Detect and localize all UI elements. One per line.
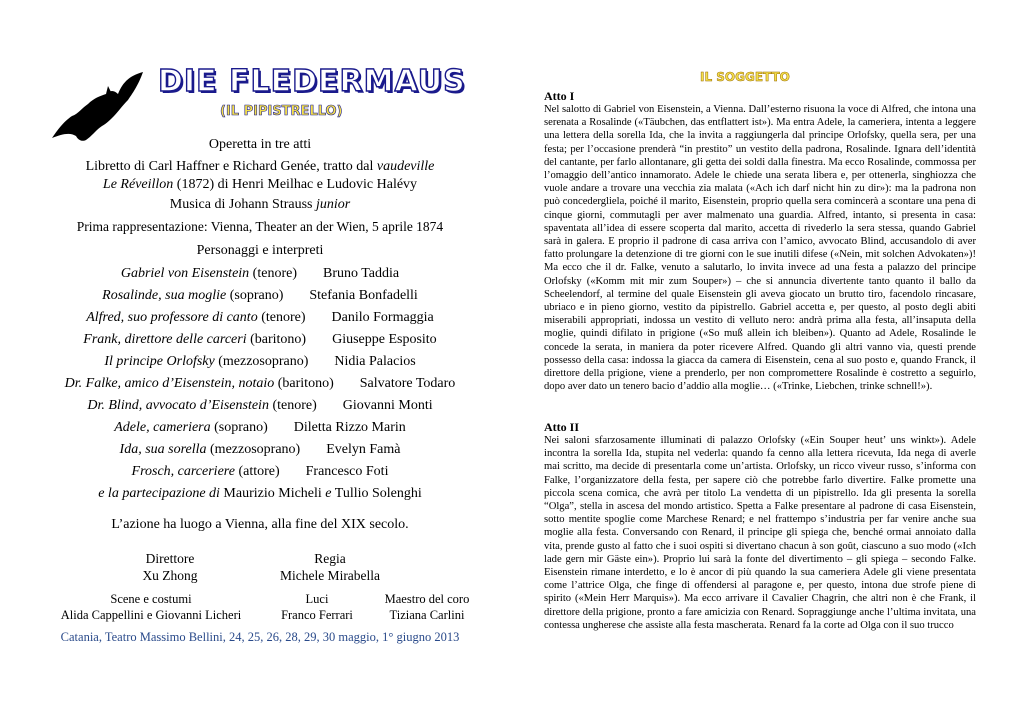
operetta-line: Operetta in tre atti: [208, 137, 312, 152]
cast-row: Adele, cameriera (soprano) Diletta Rizzo Marin: [114, 420, 406, 435]
cast-row: Dr. Falke, amico d’Eisenstein, notaio (baritono) Salvatore Todaro: [64, 376, 456, 391]
cast-row: Gabriel von Eisenstein (tenore) Bruno Taddia: [120, 266, 400, 281]
cast-row: Frank, direttore delle carceri (baritono) Giuseppe Esposito: [83, 332, 437, 347]
credit-coro: Maestro del coro Tiziana Carlini: [384, 592, 470, 622]
credit-regia: Regia Michele Mirabella: [279, 551, 381, 583]
cast-row: Ida, sua sorella (mezzosoprano) Evelyn Famà: [119, 442, 401, 457]
cast-row: Alfred, suo professore di canto (tenore) Danilo Formaggia: [86, 310, 434, 325]
credit-scene: Scene e costumi Alida Cappellini e Giovanni Licheri: [60, 592, 242, 622]
cast-row: Frosch, carceriere (attore) Francesco Foti: [131, 464, 389, 479]
act1-title: Atto I: [544, 89, 575, 103]
participation-line: e la partecipazione di Maurizio Micheli e Tullio Solenghi: [98, 486, 422, 501]
act1-text: Nel salotto di Gabriel von Eisenstein, a Vienna. Dall’esterno risuona la voce di Alfred, che intona una serenata a Rosalinde («Täubchen, das entflattert ist»). Ma entra Adele, la cameriera, intenta a leggere una lettera della sorella Ida, che la invita a raggiungerla dal principe Orlofsky, quella sera, per una festa; per l’occasione prenderà “in prestito” un vestito della padrona, Rosalinde. Ignara dell’identità del cantante, per farlo allontanare, gli getta dei soldi dalla finestra. Ma ecco Rosalinde, commossa per l’omaggio dell’antico innamorato. Adele le chiede una serata libera e, per ottenerla, singhiozza che vuole andare a trovare una vecchia zia malata («Ach ich darf nicht hin zu dir»): ma la padrona non può concedergliela, poiché il marito, Eisenstein, proprio quella sera comincerà a scontare una pena di cinque giorni, commutagli per aver malmenato una guardia. Alfred, intanto, si presenta in casa: spaventata all’idea di essere scoperta dal marito, accetta di rivederlo la sera stessa, quando Gabriel sarà in galera. E proprio il padrone di casa arriva con l’amico, avvocato Blind, accusandolo di aver fatto prolungare la detenzione di tre giorni con le sue inutili difese («Nein, mit solchen Advokaten»)! Ma ecco che il dr. Falke, venuto a salutarlo, lo invita invece ad una festa a palazzo del principe Orlofsky («Komm mit mir zum Souper») – che si annuncia divertente tanto quanto il ballo da Scheelendorf, al termine del quale Eisenstein gli aveva giocato un brutto tiro, facendolo rincasare, ubriaco e in pieno giorno, vestito da pipistrello. Gabriel accetta e, per questo, al posto degli abiti miserabili appropriati, indossa un vestito di velluto nero: andrà prima alla festa, all’insaputa della moglie, quindi difilato in prigione («So muß allein ich bleiben»). Quanto ad Adele, Rosalinde le concede la serata, in maniera da poter ricevere Alfred. Quando gli altri vanno via, questi prende possesso della casa: indossa la giacca da camera di Eisenstein, cena al suo posto e, quando Franck, il direttore della prigione, viene a prenderlo, per non compromettere Rosalinde è costretto a seguirlo, dopo aver dato un tenero bacio d’addio alla moglie… («Trinke, Liebchen, trinke schnell!»).: [544, 104, 976, 393]
page-subtitle: (IL PIPISTRELLO): [220, 104, 343, 119]
footer-venue: Catania, Teatro Massimo Bellini, 24, 25, 26, 28, 29, 30 maggio, 1° giugno 2013: [60, 630, 460, 644]
music-line: Musica di Johann Strauss junior: [169, 197, 351, 212]
setting-line: L’azione ha luogo a Vienna, alla fine del XIX secolo.: [111, 517, 409, 532]
soggetto-title: IL SOGGETTO: [700, 70, 790, 84]
cast-row: Dr. Blind, avvocato d’Eisenstein (tenore) Giovanni Monti: [87, 398, 433, 413]
cast-heading: Personaggi e interpreti: [196, 243, 324, 258]
cast-row: Il principe Orlofsky (mezzosoprano) Nidia Palacios: [104, 354, 416, 369]
credit-director: Direttore Xu Zhong: [142, 551, 198, 583]
cast-row: Rosalinde, sua moglie (soprano) Stefania Bonfadelli: [102, 288, 418, 303]
libretto-line: Libretto di Carl Haffner e Richard Genée, tratto dal vaudeville Le Réveillon (1872) di Henri Meilhac e Ludovic Halévy: [85, 159, 435, 192]
act2-text: Nei saloni sfarzosamente illuminati di palazzo Orlofsky («Ein Souper heut’ uns winkt»). Adele incontra la sorella Ida, stupita nel vederla: quando fa cenno alla lettera ricevuta, Ida nega di averle mai scritto, ma decide di presentarla come un’artista. Orlofsky, un ricco viveur russo, s’informa con Falke, l’organizzatore della festa, per sapere ciò che potrebbe farlo divertire. Falke promette una piccola scena comica, che avrà per titolo La vendetta di un pipistrello. Ida gli presenta la sorella “Olga”, stella in ascesa del mondo artistico. Spetta a Falke presentare al padrone di casa Eisenstein, sotto mentite spoglie come Marchese Renard; e nel frattempo s’industria per far venire anche sua moglie alla festa. Conversando con Renard, il principe gli spiega che, benché ormai annoiato dalla vita, prende gusto al fatto che i suoi ospiti si divertano chacun à son goût, ciascuno a suo modo («Ich lade gern mir Gäste ein»). Proprio lui sarà la fonte del divertimento – gli spiega – secondo Falke. Eisenstein rimane interdetto, e lo è ancor di più quando la sua cameriera Adele gli viene presentata come l’attrice Olga, che finge di offendersi al paragone e, per questo, intona due strofe piene di spirito («Mein Herr Marquis»). Ma ecco arrivare il Cavalier Chagrin, che altri non è che Frank, il direttore della prigione, pronto a fare amicizia con Renard. Sopraggiunge anche l’ultima invitata, una contessa ungherese che assiste alla festa mascherata. Renard fa la corte ad Olga con il suo trucco: [544, 435, 976, 631]
page-title: DIE FLEDERMAUS: [158, 64, 466, 99]
credit-luci: Luci Franco Ferrari: [281, 592, 353, 622]
premiere-line: Prima rappresentazione: Vienna, Theater an der Wien, 5 aprile 1874: [76, 219, 444, 234]
act2-title: Atto II: [544, 420, 579, 434]
